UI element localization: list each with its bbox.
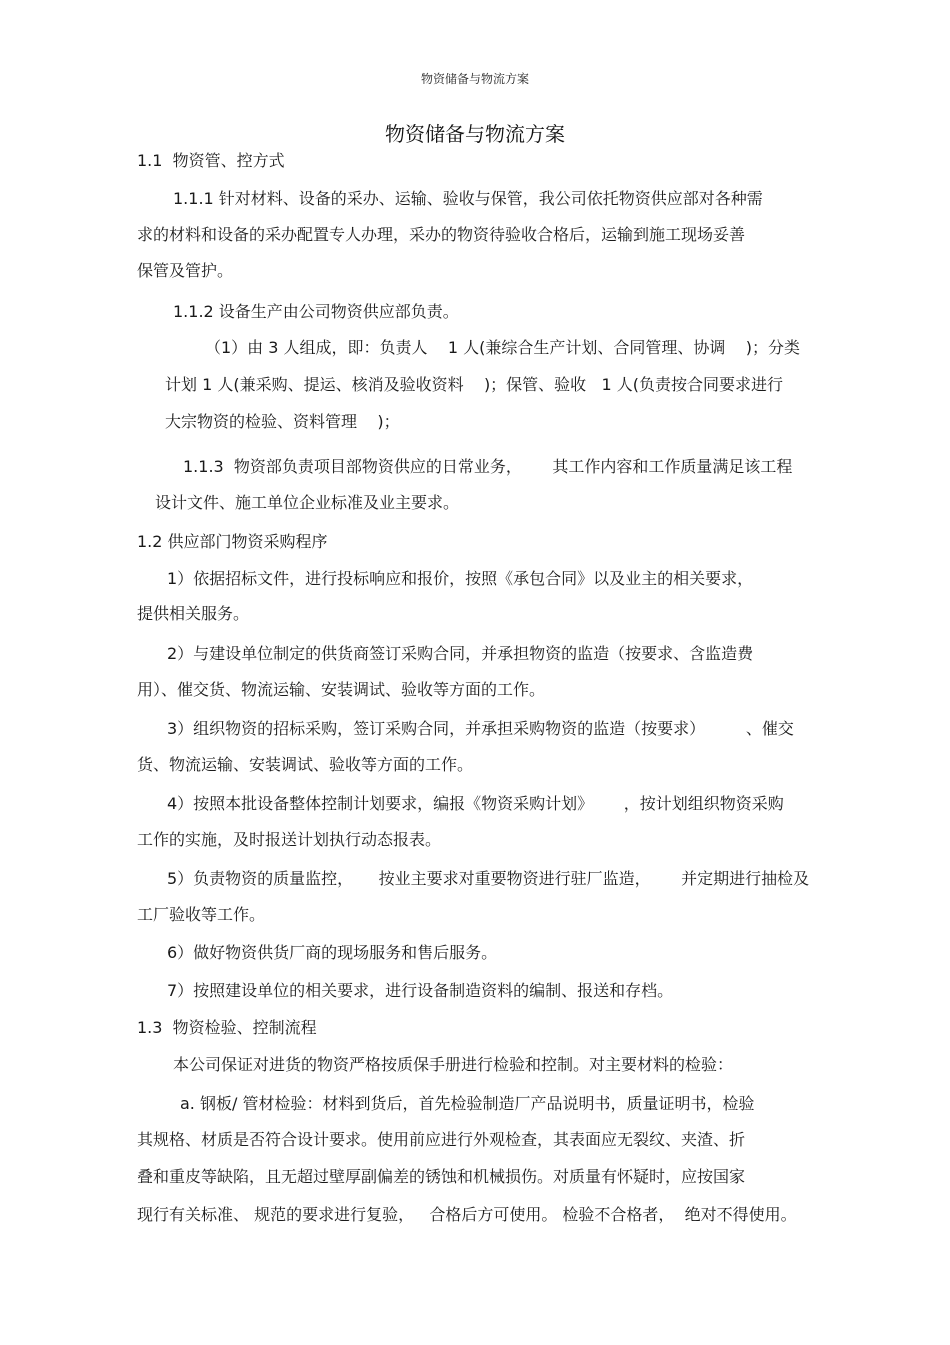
paragraph-1-1-3-line: 设计文件、施工单位企业标准及业主要求。 xyxy=(155,493,460,512)
procurement-item-line: 货、物流运输、安装调试、验收等方面的工作。 xyxy=(137,755,474,774)
inspection-item-a-line: 叠和重皮等缺陷，且无超过壁厚副偏差的锈蚀和机械损伤。对质量有怀疑时，应按国家 xyxy=(137,1167,746,1186)
paragraph-1-1-1-line: 求的材料和设备的采办配置专人办理，采办的物资待验收合格后，运输到施工现场妥善 xyxy=(137,225,746,244)
inspection-intro: 本公司保证对进货的物资严格按质保手册进行检验和控制。对主要材料的检验： xyxy=(173,1055,734,1074)
paragraph-1-1-1-line: 保管及管护。 xyxy=(137,261,234,280)
procurement-item-line: 7）按照建设单位的相关要求，进行设备制造资料的编制、报送和存档。 xyxy=(167,981,674,1000)
paragraph-1-1-2-item-line: （1）由 3 人组成，即：负责人 1 人(兼综合生产计划、合同管理、协调 )；分类 xyxy=(205,338,800,357)
inspection-item-a-line: 其规格、材质是否符合设计要求。使用前应进行外观检查，其表面应无裂纹、夹渣、折 xyxy=(137,1130,746,1149)
paragraph-1-1-2-item-line: 计划 1 人(兼采购、提运、核消及验收资料 )；保管、验收 1 人(负责按合同要求进行 xyxy=(165,375,783,394)
procurement-item-line: 提供相关服务。 xyxy=(137,604,250,623)
procurement-item-line: 6）做好物资供货厂商的现场服务和售后服务。 xyxy=(167,943,498,962)
paragraph-1-1-2-item-line: 大宗物资的检验、资料管理 )； xyxy=(165,412,400,431)
inspection-item-a-line: 现行有关标准、 规范的要求进行复验， 合格后方可使用。 检验不合格者， 绝对不得使用。 xyxy=(137,1205,797,1224)
document-title: 物资储备与物流方案 xyxy=(385,122,565,146)
procurement-item-line: 用）、催交货、物流运输、安装调试、验收等方面的工作。 xyxy=(137,680,546,699)
paragraph-1-1-2: 1.1.2 设备生产由公司物资供应部负责。 xyxy=(173,302,459,321)
running-header: 物资储备与物流方案 xyxy=(420,72,529,86)
procurement-item-line: 1）依据招标文件，进行投标响应和报价，按照《承包合同》以及业主的相关要求， xyxy=(167,569,754,588)
section-heading-1-3: 1.3 物资检验、控制流程 xyxy=(137,1018,317,1037)
inspection-item-a-line: a. 钢板/ 管材检验：材料到货后，首先检验制造厂产品说明书，质量证明书，检验 xyxy=(180,1094,755,1113)
procurement-item-line: 工作的实施，及时报送计划执行动态报表。 xyxy=(137,830,442,849)
procurement-item-line: 3）组织物资的招标采购，签订采购合同，并承担采购物资的监造（按要求） 、催交 xyxy=(167,719,794,738)
paragraph-1-1-1-line: 1.1.1 针对材料、设备的采办、运输、验收与保管，我公司依托物资供应部对各种需 xyxy=(173,189,763,208)
paragraph-1-1-3-line: 1.1.3 物资部负责项目部物资供应的日常业务， 其工作内容和工作质量满足该工程 xyxy=(183,457,793,476)
procurement-item-line: 5）负责物资的质量监控， 按业主要求对重要物资进行驻厂监造， 并定期进行抽检及 xyxy=(167,869,810,888)
section-heading-1-1: 1.1 物资管、控方式 xyxy=(137,151,285,170)
procurement-item-line: 2）与建设单位制定的供货商签订采购合同，并承担物资的监造（按要求、含监造费 xyxy=(167,644,754,663)
procurement-item-line: 4）按照本批设备整体控制计划要求，编报《物资采购计划》 ，按计划组织物资采购 xyxy=(167,794,784,813)
section-heading-1-2: 1.2 供应部门物资采购程序 xyxy=(137,532,328,551)
procurement-item-line: 工厂验收等工作。 xyxy=(137,905,266,924)
